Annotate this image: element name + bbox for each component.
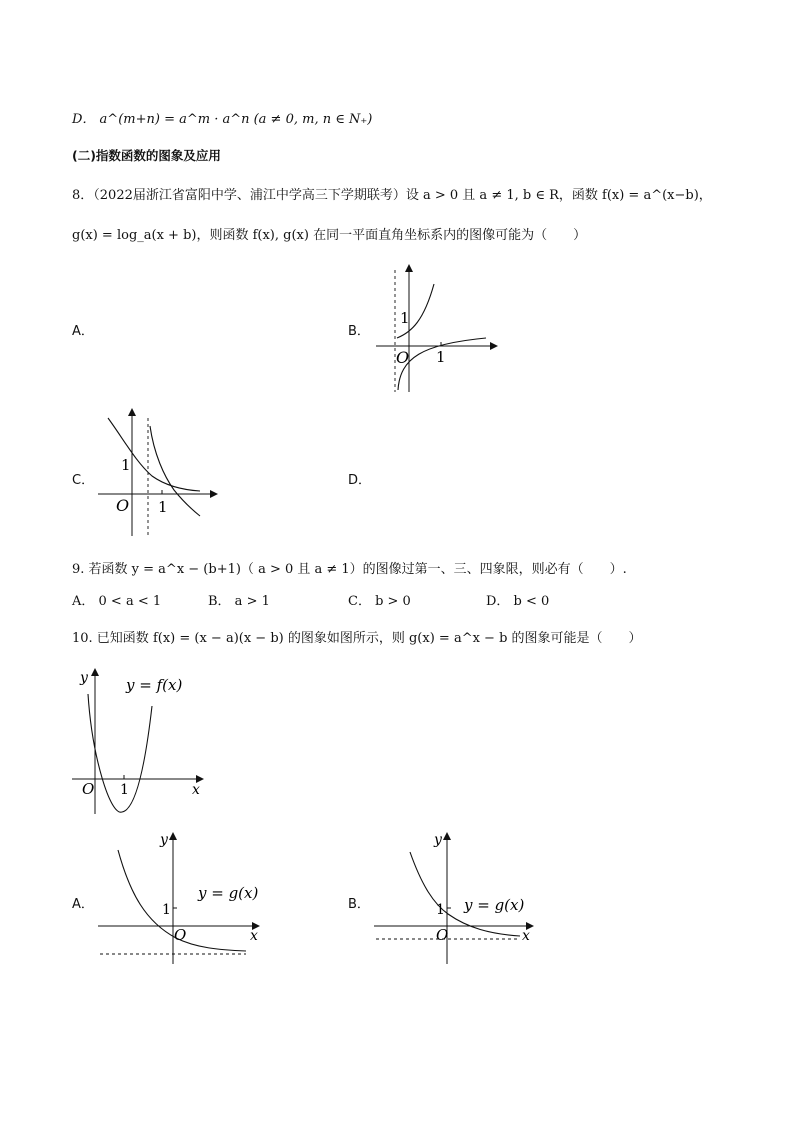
one-y-label: 1 bbox=[162, 902, 171, 918]
one-x-label: 1 bbox=[158, 498, 168, 516]
curve-label: y = f(x) bbox=[126, 676, 183, 694]
origin-label: O bbox=[436, 926, 449, 944]
x-axis-label: x bbox=[192, 782, 200, 798]
q10-option-a-label: A． bbox=[72, 897, 94, 912]
g-curve bbox=[410, 852, 520, 936]
q10-option-b-label: B． bbox=[348, 897, 370, 912]
q8-option-b-label: B． bbox=[348, 324, 370, 339]
q9-option-a: A． 0 < a < 1 bbox=[72, 594, 162, 609]
y-axis-label: y bbox=[160, 832, 168, 848]
x-axis-label: x bbox=[250, 928, 258, 944]
one-x-label: 1 bbox=[120, 782, 129, 798]
q10-graph-b bbox=[372, 830, 542, 965]
q9-option-c: C． b > 0 bbox=[348, 594, 411, 609]
x-axis-label: x bbox=[522, 928, 530, 944]
one-x-label: 1 bbox=[436, 348, 446, 366]
origin-label: O bbox=[116, 496, 130, 515]
q9-option-b: B． a > 1 bbox=[208, 594, 270, 609]
q9-option-d: D． b < 0 bbox=[486, 594, 550, 609]
q8-option-d-label: D． bbox=[348, 473, 372, 488]
q8-graph-b bbox=[372, 262, 502, 397]
origin-label: O bbox=[82, 780, 95, 798]
q9-stem: 9. 若函数 y = a^x − (b+1)（ a > 0 且 a ≠ 1）的图像过第一、三、四象限，则必有（ ）. bbox=[72, 562, 627, 577]
section-title: (二)指数函数的图象及应用 bbox=[72, 148, 221, 163]
q8-stem-line2: g(x) = log_a(x + b)，则函数 f(x), g(x) 在同一平面直角坐标系内的图像可能为（ ） bbox=[72, 228, 587, 243]
y-axis-label: y bbox=[80, 670, 88, 686]
q7-option-d: D． a^(m+n) = a^m · a^n (a ≠ 0, m, n ∈ N₊) bbox=[72, 112, 373, 127]
curve-label: y = g(x) bbox=[198, 884, 259, 902]
q8-option-c-label: C． bbox=[72, 473, 95, 488]
one-y-label: 1 bbox=[400, 309, 410, 327]
one-y-label: 1 bbox=[121, 456, 131, 474]
q8-graph-c bbox=[94, 406, 224, 541]
q8-option-a-label: A． bbox=[72, 324, 94, 339]
q10-graph-f bbox=[70, 666, 210, 816]
one-y-label: 1 bbox=[436, 902, 445, 918]
origin-label: O bbox=[174, 926, 187, 944]
origin-label: O bbox=[396, 348, 410, 367]
curve-label: y = g(x) bbox=[464, 896, 525, 914]
y-axis-label: y bbox=[434, 832, 442, 848]
q10-graph-a bbox=[96, 830, 266, 965]
q10-stem: 10. 已知函数 f(x) = (x − a)(x − b) 的图象如图所示，则 g(x) = a^x − b 的图象可能是（ ） bbox=[72, 631, 642, 646]
q8-stem-line1: 8．（2022届浙江省富阳中学、浦江中学高三下学期联考）设 a > 0 且 a ≠ 1, b ∈ R，函数 f(x) = a^(x−b)， bbox=[72, 188, 712, 203]
exp-curve bbox=[108, 418, 200, 491]
